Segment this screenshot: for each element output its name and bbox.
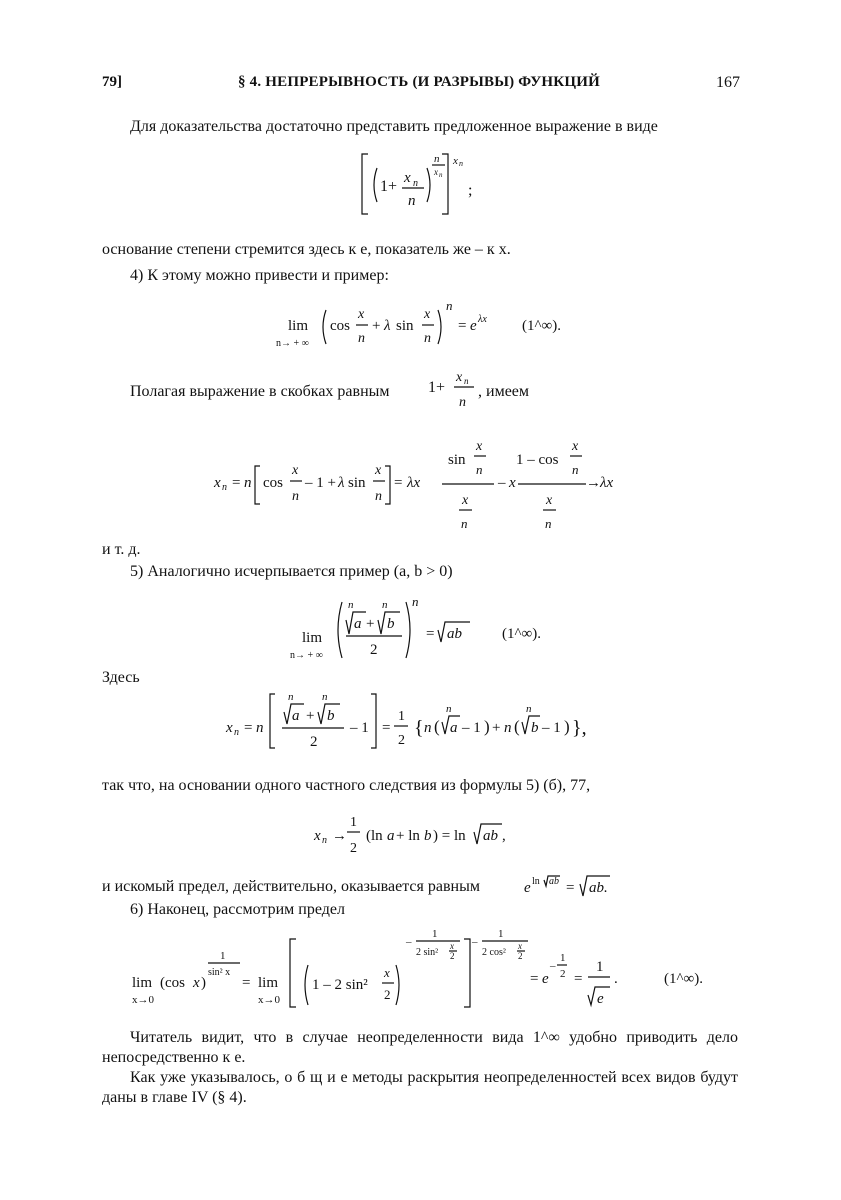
svg-text:n: n bbox=[464, 376, 469, 386]
paragraph-limit-value: и искомый предел, действительно, оказывается равным bbox=[102, 878, 480, 895]
svg-text:x: x bbox=[450, 941, 454, 951]
svg-text:n→ + ∞: n→ + ∞ bbox=[276, 338, 309, 349]
svg-text:sin² x: sin² x bbox=[208, 967, 231, 978]
paragraph-substitution: Полагая выражение в скобках равным bbox=[130, 383, 390, 400]
svg-text:1: 1 bbox=[350, 815, 357, 830]
svg-text:λ: λ bbox=[384, 318, 391, 334]
svg-text:=: = bbox=[394, 475, 403, 491]
svg-text:x: x bbox=[375, 463, 382, 478]
svg-text:n: n bbox=[382, 599, 388, 611]
svg-text:x→0: x→0 bbox=[132, 994, 154, 1006]
svg-text:n: n bbox=[222, 482, 227, 493]
svg-text:– 1: – 1 bbox=[350, 720, 369, 736]
svg-text:ln: ln bbox=[532, 876, 540, 887]
svg-text:x: x bbox=[384, 965, 390, 980]
paragraph-here: Здесь bbox=[102, 669, 140, 686]
formula-inline-result bbox=[522, 870, 642, 900]
formula-xn-expansion bbox=[214, 438, 624, 530]
svg-text:– 1: – 1 bbox=[462, 720, 481, 736]
svg-text:x: x bbox=[546, 493, 553, 508]
svg-text:2: 2 bbox=[450, 951, 455, 961]
svg-text:e: e bbox=[524, 880, 531, 896]
svg-text:sin: sin bbox=[348, 475, 366, 491]
svg-text:lim: lim bbox=[302, 630, 323, 646]
paragraph-intro: Для доказательства достаточно представить предложенное выражение в виде bbox=[130, 118, 658, 135]
svg-text:x: x bbox=[292, 463, 299, 478]
svg-text:n: n bbox=[504, 720, 512, 736]
formula-limit-roots bbox=[290, 592, 550, 664]
svg-text:1: 1 bbox=[560, 952, 566, 964]
svg-text:lim: lim bbox=[258, 975, 279, 991]
svg-text:x: x bbox=[453, 155, 458, 167]
formula-inline-substitution bbox=[426, 366, 486, 414]
svg-text:n: n bbox=[348, 599, 354, 611]
svg-text:+ ln: + ln bbox=[396, 828, 420, 844]
svg-text:n: n bbox=[439, 171, 443, 179]
paragraph-etc: и т. д. bbox=[102, 541, 141, 558]
svg-text:cos: cos bbox=[263, 475, 283, 491]
svg-text:ab.: ab. bbox=[589, 880, 608, 896]
svg-text:lim: lim bbox=[288, 318, 309, 334]
svg-text:2: 2 bbox=[350, 841, 357, 856]
svg-text:+: + bbox=[366, 616, 375, 632]
indeterminacy-tag: (1^∞). bbox=[664, 971, 703, 987]
paragraph-example-6: 6) Наконец, рассмотрим предел bbox=[130, 901, 345, 918]
running-title: § 4. НЕПРЕРЫВНОСТЬ (И РАЗРЫВЫ) ФУНКЦИЙ bbox=[238, 74, 600, 90]
svg-text:x: x bbox=[193, 975, 200, 991]
svg-text:1+: 1+ bbox=[380, 178, 398, 195]
svg-text:2: 2 bbox=[370, 642, 378, 658]
indeterminacy-tag: (1^∞). bbox=[522, 318, 561, 334]
svg-text:–: – bbox=[406, 936, 412, 948]
svg-text:;: ; bbox=[468, 182, 473, 199]
svg-text:x: x bbox=[476, 439, 483, 454]
svg-text:n: n bbox=[413, 178, 418, 189]
svg-text:x: x bbox=[424, 307, 431, 322]
svg-text:λx: λx bbox=[600, 475, 614, 491]
svg-text:ab: ab bbox=[483, 828, 498, 844]
svg-text:sin: sin bbox=[448, 452, 466, 468]
formula-cos-limit bbox=[130, 925, 710, 1017]
svg-text:2: 2 bbox=[384, 987, 391, 1002]
svg-text:+: + bbox=[492, 720, 501, 736]
indeterminacy-tag: (1^∞). bbox=[502, 626, 541, 642]
svg-text:,: , bbox=[502, 828, 506, 844]
svg-text:1: 1 bbox=[498, 928, 504, 940]
svg-text:=: = bbox=[458, 318, 467, 334]
svg-text:cos: cos bbox=[330, 318, 350, 334]
svg-text:e: e bbox=[470, 318, 477, 334]
svg-text:n: n bbox=[545, 516, 552, 531]
svg-text:n: n bbox=[434, 153, 440, 165]
svg-text:=: = bbox=[232, 475, 241, 491]
svg-text:1+: 1+ bbox=[428, 379, 446, 396]
svg-text:(: ( bbox=[514, 717, 520, 736]
svg-text:b: b bbox=[387, 616, 395, 632]
svg-text:2 cos²: 2 cos² bbox=[482, 947, 506, 958]
svg-text:n: n bbox=[412, 594, 419, 609]
svg-text:=: = bbox=[574, 971, 583, 987]
svg-text:x: x bbox=[434, 167, 438, 177]
svg-text:=: = bbox=[566, 880, 575, 896]
svg-text:n: n bbox=[375, 489, 382, 504]
svg-text:=: = bbox=[244, 720, 253, 736]
svg-text:ab: ab bbox=[447, 626, 462, 642]
svg-text:2: 2 bbox=[310, 734, 318, 750]
svg-text:x: x bbox=[509, 475, 516, 491]
svg-text:x: x bbox=[404, 170, 411, 186]
svg-text:–: – bbox=[498, 475, 506, 491]
svg-text:=: = bbox=[242, 975, 251, 991]
svg-text:x: x bbox=[456, 370, 463, 385]
formula-2 bbox=[276, 300, 596, 352]
formula-xn-roots bbox=[226, 690, 616, 752]
svg-text:→: → bbox=[586, 475, 601, 491]
svg-text:1: 1 bbox=[596, 959, 604, 975]
svg-text:},: }, bbox=[572, 717, 587, 739]
svg-text:): ) bbox=[201, 975, 206, 991]
svg-text:1: 1 bbox=[432, 928, 438, 940]
svg-text:n: n bbox=[358, 331, 365, 346]
svg-text:1: 1 bbox=[398, 709, 405, 724]
svg-text:n: n bbox=[476, 462, 483, 477]
svg-text:a: a bbox=[450, 720, 458, 736]
svg-text:– 1: – 1 bbox=[542, 720, 561, 736]
paragraph-reader-note: Читатель видит, что в случае неопределенности вида 1^∞ удобно приводить дело непосредственно к e. bbox=[102, 1029, 738, 1066]
svg-text:): ) bbox=[484, 717, 490, 736]
svg-text:λx: λx bbox=[407, 475, 421, 491]
svg-text:n: n bbox=[288, 691, 294, 703]
svg-text:) = ln: ) = ln bbox=[433, 828, 466, 844]
svg-text:– 1 +: – 1 + bbox=[305, 475, 336, 491]
svg-text:b: b bbox=[424, 828, 432, 844]
svg-text:2: 2 bbox=[560, 968, 566, 980]
svg-text:{: { bbox=[414, 717, 424, 739]
svg-text:a: a bbox=[387, 828, 395, 844]
svg-text:e: e bbox=[597, 991, 604, 1007]
svg-text:.: . bbox=[614, 971, 618, 987]
svg-text:n: n bbox=[424, 331, 431, 346]
svg-text:n: n bbox=[424, 720, 432, 736]
paragraph-example-5: 5) Аналогично исчерпывается пример (a, b > 0) bbox=[130, 563, 453, 580]
svg-text:2: 2 bbox=[398, 733, 405, 748]
paragraph-general-methods: Как уже указывалось, о б щ и е методы раскрытия неопределенностей всех видов будут даны в главе IV (§ 4). bbox=[102, 1069, 738, 1106]
paragraph-substitution-end: , имеем bbox=[478, 383, 530, 400]
svg-text:2: 2 bbox=[518, 951, 523, 961]
svg-text:a: a bbox=[292, 708, 300, 724]
svg-text:b: b bbox=[531, 720, 539, 736]
formula-1 bbox=[358, 150, 498, 220]
svg-text:λx: λx bbox=[478, 314, 487, 325]
svg-text:+: + bbox=[372, 318, 381, 334]
svg-text:1: 1 bbox=[220, 950, 226, 962]
svg-text:2 sin²: 2 sin² bbox=[416, 947, 439, 958]
svg-text:): ) bbox=[564, 717, 570, 736]
svg-text:n: n bbox=[256, 720, 264, 736]
paragraph-example-4: 4) К этому можно привести и пример: bbox=[130, 267, 389, 284]
svg-text:n: n bbox=[446, 703, 452, 715]
svg-text:lim: lim bbox=[132, 975, 153, 991]
svg-text:n→ + ∞: n→ + ∞ bbox=[290, 650, 323, 661]
svg-text:ab: ab bbox=[549, 876, 559, 887]
svg-text:=: = bbox=[382, 720, 391, 736]
svg-text:–: – bbox=[472, 936, 478, 948]
svg-text:n: n bbox=[244, 475, 252, 491]
svg-text:n: n bbox=[234, 727, 239, 738]
svg-text:n: n bbox=[459, 395, 466, 410]
svg-text:x: x bbox=[518, 941, 522, 951]
svg-text:x: x bbox=[226, 720, 233, 736]
paragraph-base-exponent: основание степени стремится здесь к e, показатель же – к x. bbox=[102, 241, 511, 258]
svg-text:x: x bbox=[572, 439, 579, 454]
svg-text:n: n bbox=[572, 462, 579, 477]
formula-xn-limit bbox=[314, 810, 534, 860]
svg-text:n: n bbox=[408, 193, 416, 209]
svg-text:e: e bbox=[542, 971, 549, 987]
svg-text:(ln: (ln bbox=[366, 828, 383, 844]
svg-text:sin: sin bbox=[396, 318, 414, 334]
svg-text:x→0: x→0 bbox=[258, 994, 280, 1006]
svg-text:n: n bbox=[461, 516, 468, 531]
svg-text:→: → bbox=[332, 828, 347, 844]
svg-text:x: x bbox=[462, 493, 469, 508]
svg-text:=: = bbox=[530, 971, 539, 987]
svg-text:n: n bbox=[459, 159, 463, 168]
svg-text:x: x bbox=[314, 828, 321, 844]
page-number: 167 bbox=[716, 74, 740, 91]
svg-text:(cos: (cos bbox=[160, 975, 185, 991]
svg-text:(: ( bbox=[434, 717, 440, 736]
section-number: 79] bbox=[102, 74, 122, 90]
paragraph-consequence: так что, на основании одного частного следствия из формулы 5) (б), 77, bbox=[102, 777, 591, 794]
svg-text:1 – 2 sin²: 1 – 2 sin² bbox=[312, 977, 368, 993]
svg-text:n: n bbox=[322, 691, 328, 703]
svg-text:n: n bbox=[292, 489, 299, 504]
svg-text:=: = bbox=[426, 626, 435, 642]
svg-text:n: n bbox=[322, 835, 327, 846]
svg-text:–: – bbox=[550, 960, 556, 972]
svg-text:λ: λ bbox=[338, 475, 345, 491]
svg-text:x: x bbox=[214, 475, 221, 491]
svg-text:n: n bbox=[526, 703, 532, 715]
svg-text:b: b bbox=[327, 708, 335, 724]
svg-text:+: + bbox=[306, 708, 315, 724]
svg-text:a: a bbox=[354, 616, 362, 632]
svg-text:1 – cos: 1 – cos bbox=[516, 452, 559, 468]
svg-text:x: x bbox=[358, 307, 365, 322]
svg-text:n: n bbox=[446, 298, 453, 313]
